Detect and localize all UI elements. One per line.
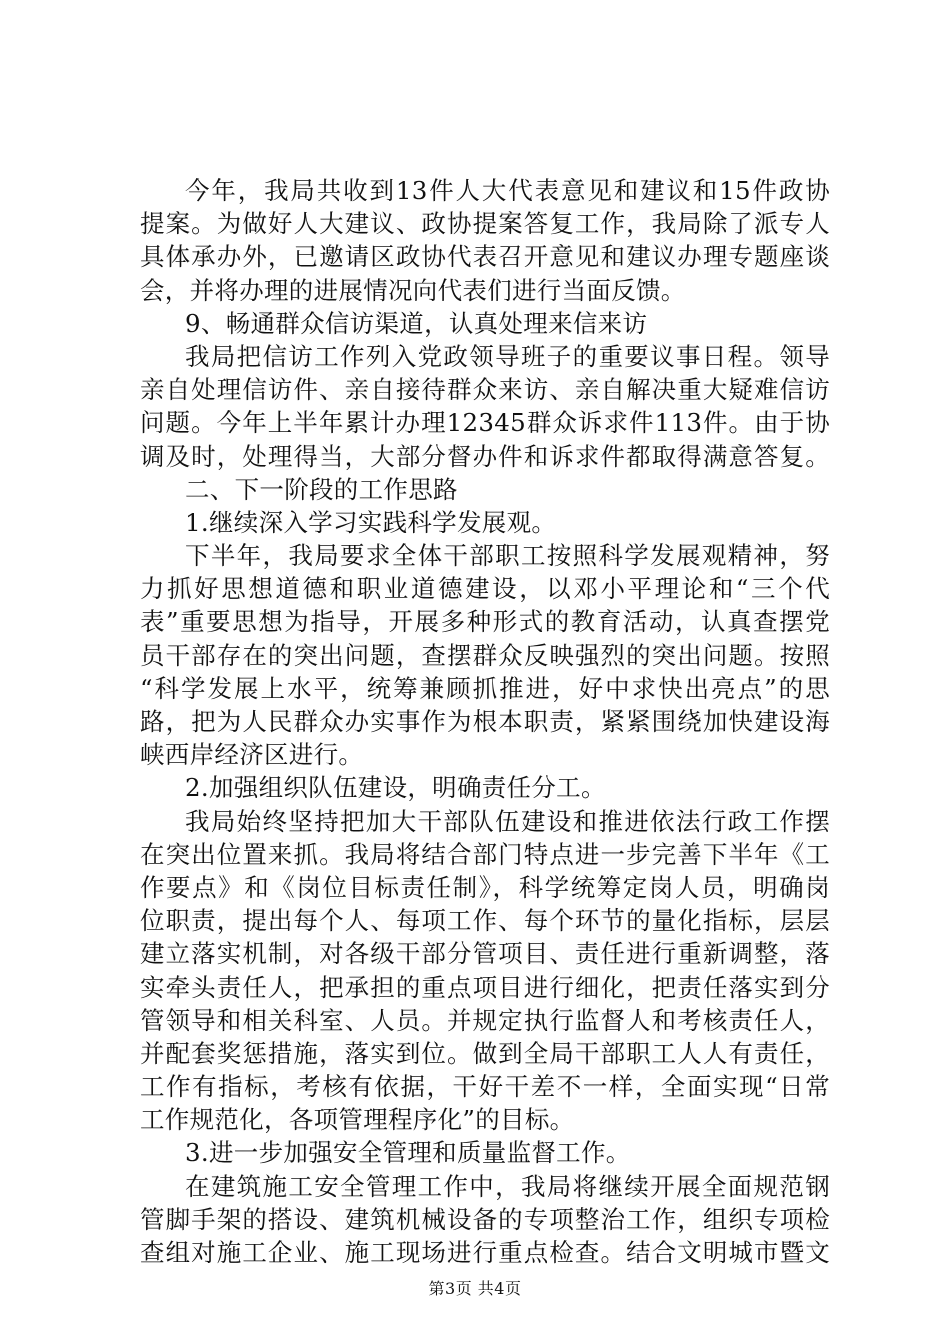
text-line: 我局把信访工作列入党政领导班子的重要议事日程。领导 bbox=[185, 341, 830, 371]
text-line: 问题。今年上半年累计办理12345群众诉求件113件。由于协 bbox=[140, 408, 830, 438]
text-line: 在突出位置来抓。我局将结合部门特点进一步完善下半年《工 bbox=[140, 839, 830, 869]
text-line: 作要点》和《岗位目标责任制》，科学统筹定岗人员，明确岗 bbox=[140, 872, 830, 902]
document-body bbox=[140, 174, 830, 1269]
text-line: 3.进一步加强安全管理和质量监督工作。 bbox=[185, 1138, 631, 1168]
text-line: 位职责，提出每个人、每项工作、每个环节的量化指标，层层 bbox=[140, 906, 830, 936]
text-line: 我局始终坚持把加大干部队伍建设和推进依法行政工作摆 bbox=[185, 806, 830, 836]
text-line: 在建筑施工安全管理工作中，我局将继续开展全面规范钢 bbox=[185, 1171, 830, 1201]
text-line: 二、下一阶段的工作思路 bbox=[185, 474, 458, 504]
text-line: 管脚手架的搭设、建筑机械设备的专项整治工作，组织专项检 bbox=[140, 1204, 830, 1234]
text-line: “科学发展上水平，统筹兼顾抓推进，好中求快出亮点”的思 bbox=[140, 673, 830, 703]
text-line: 提案。为做好人大建议、政协提案答复工作，我局除了派专人 bbox=[140, 209, 830, 239]
text-line: 建立落实机制，对各级干部分管项目、责任进行重新调整，落 bbox=[140, 939, 830, 969]
text-line: 工作规范化，各项管理程序化”的目标。 bbox=[140, 1105, 575, 1135]
text-line: 工作有指标，考核有依据，干好干差不一样，全面实现“日常 bbox=[140, 1072, 830, 1102]
text-line: 下半年，我局要求全体干部职工按照科学发展观精神，努 bbox=[185, 541, 830, 571]
page-footer: 第3页 共4页 bbox=[428, 1279, 522, 1298]
text-line: 员干部存在的突出问题，查摆群众反映强烈的突出问题。按照 bbox=[140, 640, 830, 670]
text-line: 2.加强组织队伍建设，明确责任分工。 bbox=[185, 773, 606, 803]
text-line: 峡西岸经济区进行。 bbox=[140, 740, 364, 770]
text-line: 力抓好思想道德和职业道德建设，以邓小平理论和“三个代 bbox=[140, 574, 830, 604]
text-line: 具体承办外，已邀请区政协代表召开意见和建议办理专题座谈 bbox=[140, 242, 830, 272]
text-line: 并配套奖惩措施，落实到位。做到全局干部职工人人有责任， bbox=[140, 1038, 830, 1068]
text-line: 查组对施工企业、施工现场进行重点检查。结合文明城市暨文 bbox=[140, 1238, 830, 1267]
text-line: 亲自处理信访件、亲自接待群众来访、亲自解决重大疑难信访 bbox=[140, 375, 830, 405]
text-line: 表”重要思想为指导，开展多种形式的教育活动，认真查摆党 bbox=[140, 607, 830, 637]
text-line: 会，并将办理的进展情况向代表们进行当面反馈。 bbox=[140, 275, 686, 305]
text-line: 调及时，处理得当，大部分督办件和诉求件都取得满意答复。 bbox=[140, 441, 830, 471]
text-line: 9、畅通群众信访渠道，认真处理来信来访 bbox=[185, 308, 648, 338]
text-line: 今年，我局共收到13件人大代表意见和建议和15件政协 bbox=[185, 176, 830, 205]
text-line: 实牵头责任人，把承担的重点项目进行细化，把责任落实到分 bbox=[140, 972, 830, 1002]
text-line: 管领导和相关科室、人员。并规定执行监督人和考核责任人， bbox=[140, 1005, 830, 1035]
text-line: 路，把为人民群众办实事作为根本职责，紧紧围绕加快建设海 bbox=[140, 707, 830, 736]
text-line: 1.继续深入学习实践科学发展观。 bbox=[185, 507, 557, 537]
